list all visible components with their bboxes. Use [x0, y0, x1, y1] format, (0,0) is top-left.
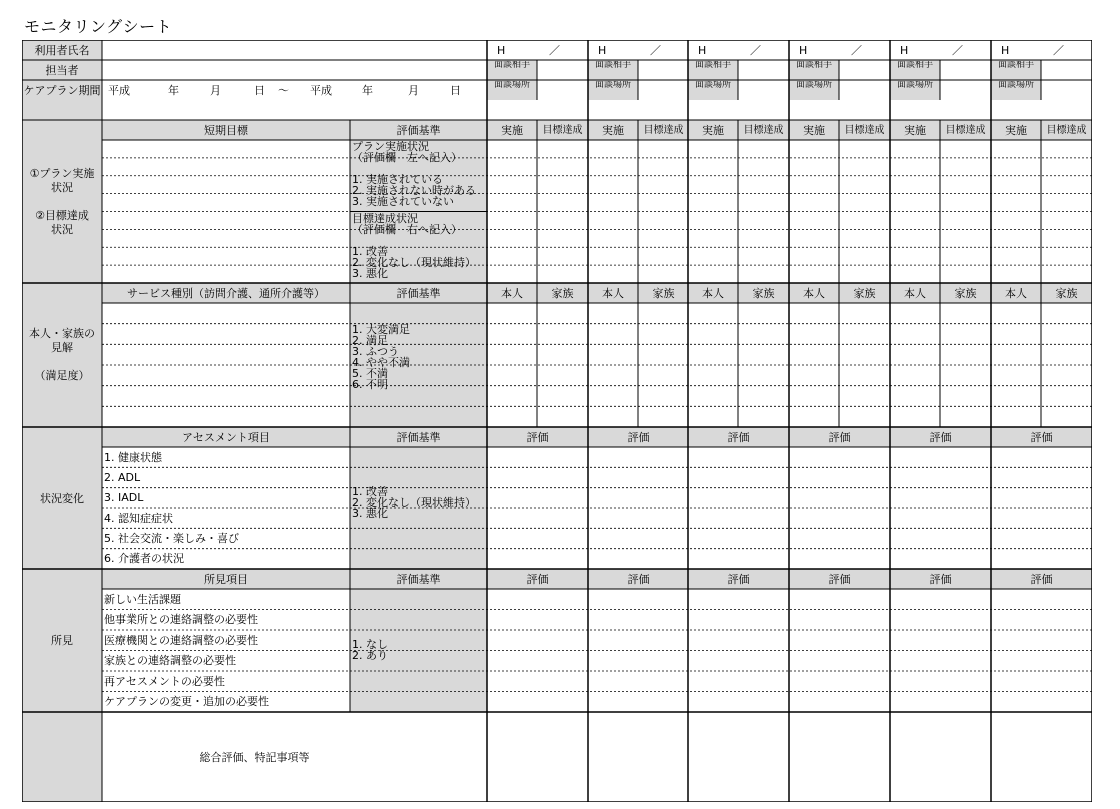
page-title: モニタリングシート [24, 17, 173, 36]
period-part: 月 [210, 83, 221, 97]
monitoring-date-slash: ／ [851, 43, 862, 57]
plan-criteria-implementation-line: プラン実施状況 [352, 141, 429, 153]
views-criteria-header: 評価基準 [396, 286, 441, 300]
interviewee-label: 面談相手 [997, 61, 1034, 70]
views-criteria-line: 5. 不満 [352, 367, 388, 380]
views-col-family: 家族 [1055, 286, 1078, 300]
period-part: 平成 [108, 83, 130, 97]
findings-eval-header: 評価 [1030, 572, 1053, 586]
plan-criteria-goal-line: 1. 改善 [352, 244, 388, 258]
interviewee-label: 面談相手 [896, 61, 933, 70]
monitoring-date-slash: ／ [549, 43, 560, 57]
views-section-title-line: （満足度） [34, 369, 90, 382]
finding-item: 新しい生活課題 [104, 592, 181, 606]
assessment-item: 4. 認知症症状 [104, 511, 173, 525]
interview-place-label: 面談場所 [594, 81, 631, 90]
interviewee-label: 面談相手 [493, 61, 530, 70]
plan-section-title [22, 120, 102, 283]
interviewee-label: 面談相手 [594, 61, 631, 70]
change-eval-header: 評価 [526, 430, 549, 444]
findings-criteria-header: 評価基準 [396, 572, 441, 586]
monitoring-date-prefix: H [698, 43, 707, 57]
plan-section-title-line: ②目標達成 [35, 208, 89, 222]
plan-section-title-line: 状況 [51, 222, 73, 236]
plan-criteria-implementation-line: 1. 実施されている [352, 173, 443, 186]
monitoring-date-slash: ／ [750, 43, 761, 57]
assessment-item-header: アセスメント項目 [182, 430, 270, 444]
plan-col-goal-achieved: 目標達成 [643, 124, 684, 136]
plan-criteria-implementation-line: 2. 実施されない時がある [352, 184, 476, 197]
plan-col-goal-achieved: 目標達成 [743, 124, 784, 136]
interview-place-label: 面談場所 [694, 81, 731, 90]
plan-criteria-implementation-line: （評価欄 左へ記入） [352, 151, 462, 164]
views-criteria [350, 324, 489, 424]
finding-item: 医療機関との連絡調整の必要性 [104, 633, 258, 647]
change-eval-header: 評価 [1030, 430, 1053, 444]
change-eval-header: 評価 [929, 430, 952, 444]
views-col-self: 本人 [702, 286, 724, 300]
plan-col-implemented: 実施 [602, 123, 624, 137]
views-col-self: 本人 [803, 286, 825, 300]
plan-col-implemented: 実施 [1005, 123, 1027, 137]
monitoring-date-prefix: H [900, 43, 909, 57]
views-col-self: 本人 [602, 286, 624, 300]
views-col-family: 家族 [954, 286, 977, 300]
plan-criteria-goal-line: （評価欄 右へ記入） [352, 222, 462, 236]
views-col-self: 本人 [904, 286, 926, 300]
findings-eval-header: 評価 [727, 572, 750, 586]
assessment-item: 1. 健康状態 [104, 450, 162, 464]
plan-section-title-line: ①プラン実施 [29, 166, 95, 180]
plan-section-title-line: 状況 [51, 180, 73, 194]
findings-criteria-line: 2. あり [352, 649, 388, 662]
findings-eval-header: 評価 [828, 572, 851, 586]
views-criteria-line: 6. 不明 [352, 378, 388, 391]
views-criteria-line: 2. 満足 [352, 334, 388, 347]
plan-criteria-goal-line: 目標達成状況 [352, 212, 418, 225]
period-part: 年 [362, 83, 373, 97]
change-criteria-header: 評価基準 [396, 430, 441, 444]
short-term-goal-header: 短期目標 [204, 123, 248, 137]
views-section-title-line [60, 355, 64, 369]
assessment-item: 2. ADL [104, 470, 141, 484]
change-eval-header: 評価 [727, 430, 750, 444]
plan-col-goal-achieved: 目標達成 [542, 124, 583, 136]
interviewee-label: 面談相手 [694, 61, 731, 70]
plan-col-implemented: 実施 [702, 123, 724, 137]
interviewee-label: 面談相手 [795, 61, 832, 70]
findings-item-header: 所見項目 [204, 572, 248, 586]
change-criteria [350, 486, 489, 546]
assessment-item: 3. IADL [104, 491, 144, 505]
finding-item: 他事業所との連絡調整の必要性 [104, 613, 258, 627]
plan-col-implemented: 実施 [501, 123, 523, 137]
views-criteria-line: 4. やや不満 [352, 356, 410, 369]
plan-col-implemented: 実施 [904, 123, 926, 137]
user-name-label: 利用者氏名 [34, 43, 90, 57]
findings-criteria [350, 639, 489, 669]
plan-col-goal-achieved: 目標達成 [945, 124, 986, 136]
change-criteria-line: 2. 変化なし（現状維持） [352, 496, 476, 509]
monitoring-date-slash: ／ [1053, 43, 1064, 57]
findings-eval-header: 評価 [929, 572, 952, 586]
views-col-family: 家族 [652, 286, 675, 300]
views-col-self: 本人 [1005, 286, 1027, 300]
change-eval-header: 評価 [627, 430, 650, 444]
interview-place-label: 面談場所 [997, 81, 1034, 90]
change-criteria-line: 3. 悪化 [352, 507, 388, 520]
overall-evaluation-label: 総合評価、特記事項等 [199, 750, 310, 764]
finding-item: ケアプランの変更・追加の必要性 [104, 695, 269, 709]
period-part: ～ [278, 83, 289, 97]
views-section-title [22, 283, 102, 427]
period-part: 月 [408, 83, 419, 97]
views-criteria-line: 1. 大変満足 [352, 324, 410, 336]
monitoring-date-slash: ／ [650, 43, 661, 57]
assessment-item: 6. 介護者の状況 [104, 552, 184, 566]
plan-section-title-line [60, 195, 64, 209]
assessment-item: 5. 社会交流・楽しみ・喜び [104, 531, 239, 545]
plan-criteria-goal-line: 3. 悪化 [352, 266, 388, 280]
views-section-title-line: 見解 [51, 341, 73, 354]
service-type-header: サービス種別（訪問介護、通所介護等） [127, 286, 325, 300]
staff-label: 担当者 [45, 63, 79, 77]
plan-criteria-goal-line: 2. 変化なし（現状維持） [352, 255, 476, 269]
monitoring-sheet-table [22, 40, 1092, 802]
change-section-title: 状況変化 [40, 491, 84, 505]
change-eval-header: 評価 [828, 430, 851, 444]
period-part: 年 [168, 83, 179, 97]
findings-criteria-line: 1. なし [352, 639, 388, 651]
period-part: 日 [254, 83, 265, 97]
views-criteria-line: 3. ふつう [352, 345, 399, 358]
views-col-family: 家族 [853, 286, 876, 300]
views-col-family: 家族 [752, 286, 775, 300]
finding-item: 家族との連絡調整の必要性 [104, 654, 236, 668]
interview-place-label: 面談場所 [493, 81, 530, 90]
findings-eval-header: 評価 [526, 572, 549, 586]
finding-item: 再アセスメントの必要性 [104, 674, 225, 688]
period-part: 日 [450, 83, 461, 97]
interview-place-label: 面談場所 [795, 81, 832, 90]
plan-col-implemented: 実施 [803, 123, 825, 137]
change-criteria-line: 1. 改善 [352, 486, 388, 498]
plan-criteria-goal-line [352, 235, 489, 246]
care-plan-period-label: ケアプラン期間 [23, 83, 101, 97]
plan-col-goal-achieved: 目標達成 [844, 124, 885, 136]
findings-section-title: 所見 [51, 634, 73, 647]
plan-criteria-header: 評価基準 [396, 123, 441, 137]
monitoring-date-prefix: H [598, 43, 607, 57]
views-section-title-line: 本人・家族の [29, 327, 95, 340]
monitoring-date-prefix: H [1001, 43, 1010, 57]
plan-col-goal-achieved: 目標達成 [1046, 124, 1087, 136]
findings-eval-header: 評価 [627, 572, 650, 586]
views-col-self: 本人 [501, 286, 523, 300]
views-col-family: 家族 [551, 286, 574, 300]
plan-criteria-implementation-line: 3. 実施されていない [352, 195, 454, 208]
monitoring-date-slash: ／ [952, 43, 963, 57]
monitoring-date-prefix: H [497, 43, 506, 57]
interview-place-label: 面談場所 [896, 81, 933, 90]
monitoring-date-prefix: H [799, 43, 808, 57]
plan-criteria-goal [350, 213, 489, 293]
plan-criteria-implementation [350, 141, 489, 221]
period-part: 平成 [310, 83, 332, 97]
